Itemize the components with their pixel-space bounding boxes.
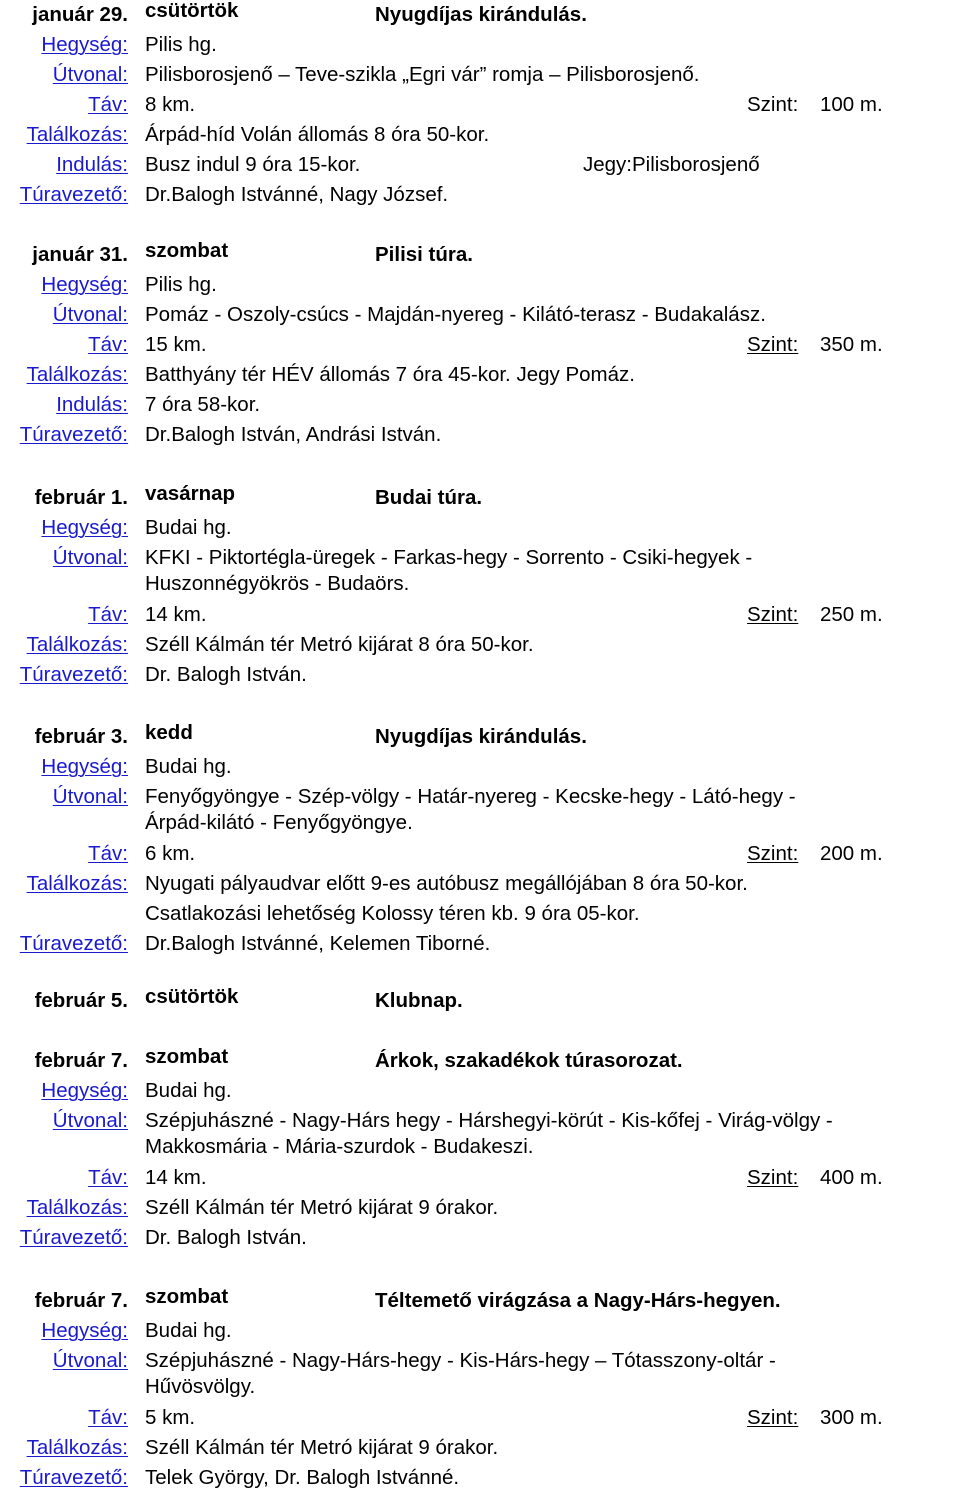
utvonal-value: Huszonnégyökrös - Budaörs. [145, 572, 410, 595]
szint-label: Szint: [747, 93, 799, 116]
turavezeto-label: Túravezető: [19, 1226, 128, 1249]
szint-label: Szint: [747, 1166, 799, 1189]
entry-title: Klubnap. [375, 989, 463, 1012]
entry-date: január 29. [32, 3, 128, 26]
entry-weekday: szombat [145, 239, 229, 262]
utvonal-row [0, 782, 960, 812]
entry-date: február 5. [34, 989, 128, 1012]
turavezeto-row [0, 1223, 960, 1253]
hegyseg-value: Budai hg. [145, 1319, 232, 1342]
talalkozas-value: Nyugati pályaudvar előtt 9-es autóbusz megállójában 8 óra 50-kor. [145, 872, 748, 895]
talalkozas-value: Csatlakozási lehetőség Kolossy téren kb. 9 óra 05-kor. [145, 902, 640, 925]
talalkozas-label: Találkozás: [26, 872, 128, 895]
utvonal-value: Fenyőgyöngye - Szép-völgy - Határ-nyereg - Kecske-hegy - Látó-hegy - [145, 785, 796, 808]
entry-title: Téltemető virágzása a Nagy-Hárs-hegyen. [375, 1289, 781, 1312]
hegyseg-value: Pilis hg. [145, 33, 217, 56]
turavezeto-value: Dr.Balogh Istvánné, Kelemen Tiborné. [145, 932, 491, 955]
utvonal-continuation [0, 1133, 960, 1160]
turavezeto-label: Túravezető: [19, 423, 128, 446]
indulas-value: 7 óra 58-kor. [145, 393, 261, 416]
entry-title: Nyugdíjas kirándulás. [375, 725, 587, 748]
entry-header [0, 483, 960, 513]
talalkozas-label: Találkozás: [26, 363, 128, 386]
szint-value: 300 m. [820, 1406, 883, 1429]
utvonal-row [0, 543, 960, 573]
utvonal-label: Útvonal: [52, 1109, 128, 1132]
talalkozas-row [0, 1193, 960, 1223]
utvonal-value: Pilisborosjenő – Teve-szikla „Egri vár” romja – Pilisborosjenő. [145, 63, 700, 86]
turavezeto-row [0, 929, 960, 959]
hegyseg-value: Budai hg. [145, 1079, 232, 1102]
utvonal-value: Árpád-kilátó - Fenyőgyöngye. [145, 811, 413, 834]
tav-value: 14 km. [145, 1166, 207, 1189]
utvonal-value: Makkosmária - Mária-szurdok - Budakeszi. [145, 1135, 534, 1158]
turavezeto-row [0, 420, 960, 450]
szint-value: 100 m. [820, 93, 883, 116]
utvonal-label: Útvonal: [52, 63, 128, 86]
szint-label: Szint: [747, 1406, 799, 1429]
utvonal-continuation [0, 1373, 960, 1400]
indulas-label: Indulás: [56, 393, 128, 416]
tav-value: 15 km. [145, 333, 207, 356]
tav-label: Táv: [88, 603, 128, 626]
turavezeto-value: Dr.Balogh Istvánné, Nagy József. [145, 183, 449, 206]
tav-label: Táv: [88, 1166, 128, 1189]
szint-label: Szint: [747, 333, 799, 356]
turavezeto-value: Dr. Balogh István. [145, 663, 307, 686]
indulas-row [0, 150, 960, 180]
hegyseg-label: Hegység: [41, 1319, 128, 1342]
utvonal-value: Szépjuhászné - Nagy-Hárs-hegy - Kis-Hárs-hegy – Tótasszony-oltár - [145, 1349, 776, 1372]
utvonal-continuation [0, 809, 960, 836]
turavezeto-row [0, 180, 960, 210]
talalkozas-row [0, 1433, 960, 1463]
hegyseg-row [0, 513, 960, 543]
entry-weekday: kedd [145, 721, 193, 744]
szint-value: 400 m. [820, 1166, 883, 1189]
hegyseg-label: Hegység: [41, 1079, 128, 1102]
tav-value: 5 km. [145, 1406, 196, 1429]
talalkozas-label: Találkozás: [26, 633, 128, 656]
entry-date: február 1. [34, 486, 128, 509]
tav-row [0, 330, 960, 360]
utvonal-row [0, 1106, 960, 1136]
hegyseg-label: Hegység: [41, 755, 128, 778]
indulas-value: Busz indul 9 óra 15-kor. [145, 153, 361, 176]
entry-date: február 7. [34, 1289, 128, 1312]
talalkozas-value: Árpád-híd Volán állomás 8 óra 50-kor. [145, 123, 490, 146]
entry-header [0, 986, 960, 1016]
hegyseg-label: Hegység: [41, 273, 128, 296]
hegyseg-row [0, 1076, 960, 1106]
entry-date: január 31. [32, 243, 128, 266]
tav-value: 14 km. [145, 603, 207, 626]
talalkozas-label: Találkozás: [26, 1196, 128, 1219]
talalkozas-row [0, 869, 960, 899]
tav-label: Táv: [88, 1406, 128, 1429]
utvonal-value: KFKI - Piktortégla-üregek - Farkas-hegy - Sorrento - Csiki-hegyek - [145, 546, 753, 569]
hegyseg-row [0, 1316, 960, 1346]
utvonal-value: Szépjuhászné - Nagy-Hárs hegy - Hárshegyi-körút - Kis-kőfej - Virág-völgy - [145, 1109, 833, 1132]
szint-label: Szint: [747, 603, 799, 626]
talalkozas-label: Találkozás: [26, 1436, 128, 1459]
hegyseg-value: Pilis hg. [145, 273, 217, 296]
turavezeto-value: Dr.Balogh István, Andrási István. [145, 423, 442, 446]
utvonal-label: Útvonal: [52, 1349, 128, 1372]
turavezeto-value: Telek György, Dr. Balogh Istvánné. [145, 1466, 460, 1489]
utvonal-value: Pomáz - Oszoly-csúcs - Majdán-nyereg - Kilátó-terasz - Budakalász. [145, 303, 766, 326]
entry-weekday: szombat [145, 1045, 229, 1068]
utvonal-label: Útvonal: [52, 785, 128, 808]
talalkozas-row [0, 360, 960, 390]
utvonal-label: Útvonal: [52, 303, 128, 326]
turavezeto-value: Dr. Balogh István. [145, 1226, 307, 1249]
entry-weekday: szombat [145, 1285, 229, 1308]
entry-title: Pilisi túra. [375, 243, 473, 266]
tav-value: 6 km. [145, 842, 196, 865]
tav-label: Táv: [88, 93, 128, 116]
hegyseg-row [0, 30, 960, 60]
tav-row [0, 600, 960, 630]
utvonal-label: Útvonal: [52, 546, 128, 569]
talalkozas-value: Batthyány tér HÉV állomás 7 óra 45-kor. Jegy Pomáz. [145, 363, 635, 386]
tav-row [0, 1163, 960, 1193]
hegyseg-value: Budai hg. [145, 516, 232, 539]
turavezeto-row [0, 660, 960, 690]
entry-header [0, 0, 960, 30]
turavezeto-label: Túravezető: [19, 1466, 128, 1489]
tav-value: 8 km. [145, 93, 196, 116]
entry-date: február 7. [34, 1049, 128, 1072]
indulas-row [0, 390, 960, 420]
indulas-note: Jegy:Pilisborosjenő [583, 153, 760, 176]
hegyseg-row [0, 752, 960, 782]
entry-title: Nyugdíjas kirándulás. [375, 3, 587, 26]
szint-value: 250 m. [820, 603, 883, 626]
talalkozas-label: Találkozás: [26, 123, 128, 146]
utvonal-row [0, 300, 960, 330]
talalkozas-continuation [0, 899, 960, 929]
hegyseg-value: Budai hg. [145, 755, 232, 778]
talalkozas-row [0, 630, 960, 660]
tav-row [0, 1403, 960, 1433]
entry-title: Budai túra. [375, 486, 483, 509]
entry-header [0, 1286, 960, 1316]
talalkozas-value: Széll Kálmán tér Metró kijárat 9 órakor. [145, 1436, 499, 1459]
entry-weekday: csütörtök [145, 0, 239, 22]
utvonal-row [0, 60, 960, 90]
talalkozas-value: Széll Kálmán tér Metró kijárat 8 óra 50-kor. [145, 633, 534, 656]
utvonal-continuation [0, 570, 960, 597]
turavezeto-label: Túravezető: [19, 932, 128, 955]
tav-row [0, 839, 960, 869]
entry-header [0, 1046, 960, 1076]
utvonal-row [0, 1346, 960, 1376]
szint-value: 200 m. [820, 842, 883, 865]
entry-weekday: vasárnap [145, 482, 236, 505]
indulas-label: Indulás: [56, 153, 128, 176]
talalkozas-row [0, 120, 960, 150]
entry-date: február 3. [34, 725, 128, 748]
entry-header [0, 722, 960, 752]
utvonal-value: Hűvösvölgy. [145, 1375, 256, 1398]
talalkozas-value: Széll Kálmán tér Metró kijárat 9 órakor. [145, 1196, 499, 1219]
tav-label: Táv: [88, 842, 128, 865]
szint-label: Szint: [747, 842, 799, 865]
hegyseg-label: Hegység: [41, 516, 128, 539]
entry-weekday: csütörtök [145, 985, 239, 1008]
szint-value: 350 m. [820, 333, 883, 356]
entry-title: Árkok, szakadékok túrasorozat. [375, 1049, 683, 1072]
tav-row [0, 90, 960, 120]
hegyseg-row [0, 270, 960, 300]
turavezeto-label: Túravezető: [19, 183, 128, 206]
entry-header [0, 240, 960, 270]
hegyseg-label: Hegység: [41, 33, 128, 56]
tav-label: Táv: [88, 333, 128, 356]
turavezeto-label: Túravezető: [19, 663, 128, 686]
